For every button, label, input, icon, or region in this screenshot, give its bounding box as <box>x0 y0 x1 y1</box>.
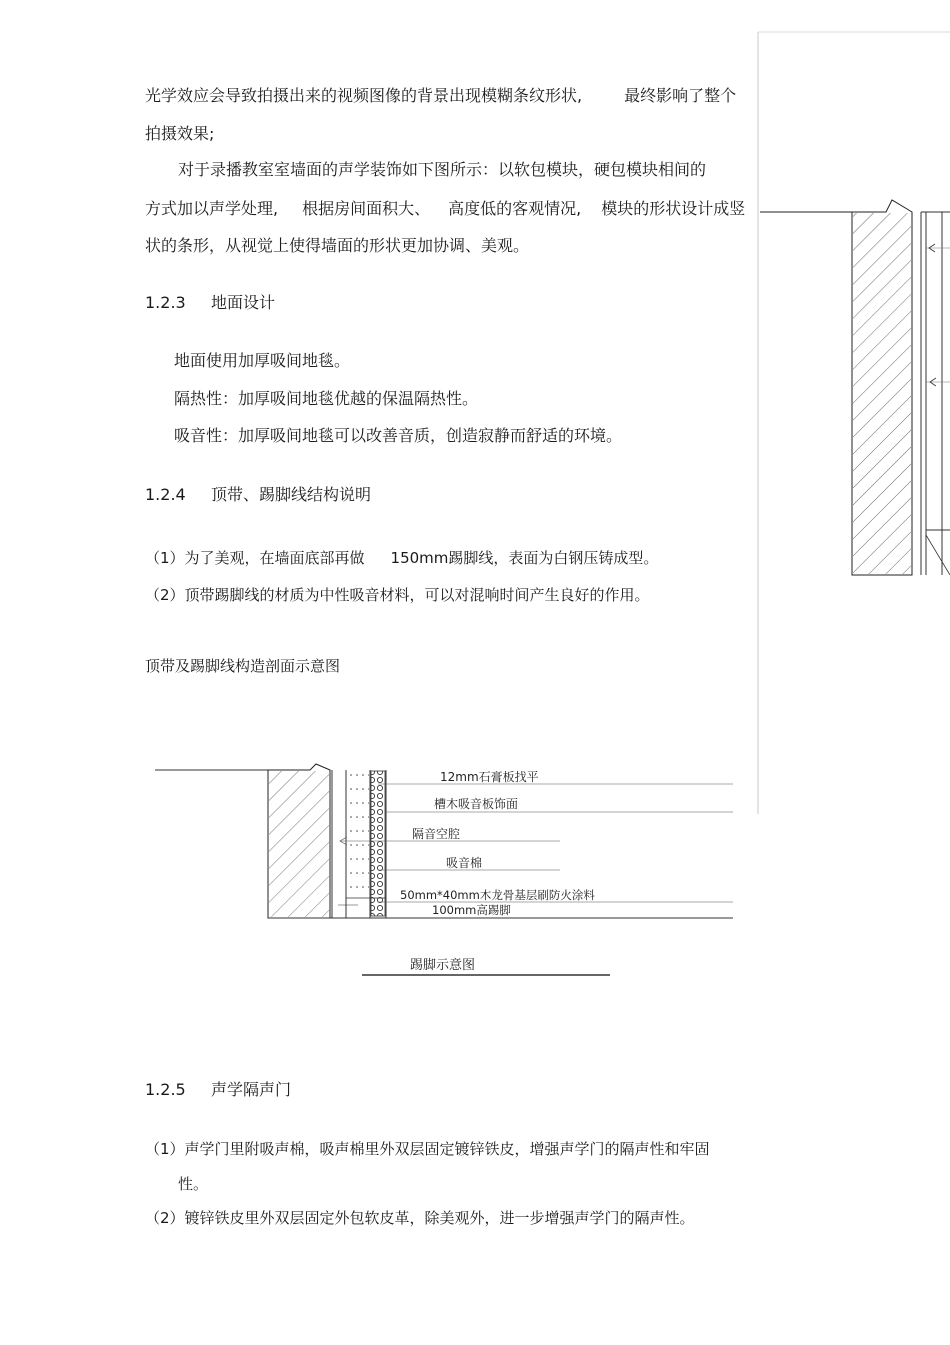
section-number: 1.2.3 <box>145 293 186 312</box>
paragraph-2-line-2b: 根据房间面积大、 <box>302 199 431 218</box>
door-item-2: （2）镀锌铁皮里外双层固定外包软皮革，除美观外，进一步增强声学门的隔声性。 <box>145 1209 695 1227</box>
figure-caption: 顶带及踢脚线构造剖面示意图 <box>145 657 341 675</box>
paragraph-2-line-2a: 方式加以声学处理, <box>145 199 279 218</box>
door-item-1-line-2: 性。 <box>178 1175 209 1193</box>
paragraph-1-line-1b: 最终影响了整个 <box>624 86 737 105</box>
paragraph-1-line-1a: 光学效应会导致拍摄出来的视频图像的背景出现模糊条纹形状, <box>145 86 583 105</box>
diagram-title: 踢脚示意图 <box>410 958 476 973</box>
skirting-item-1b: 150mm <box>390 549 449 567</box>
section-number: 1.2.4 <box>145 485 186 504</box>
label-cavity: 隔音空腔 <box>412 827 461 841</box>
skirting-item-2: （2）顶带踢脚线的材质为中性吸音材料，可以对混响时间产生良好的作用。 <box>145 586 650 604</box>
floor-line-3: 吸音性：加厚吸间地毯可以改善音质，创造寂静而舒适的环境。 <box>174 426 623 445</box>
label-keel: 50mm*40mm木龙骨基层刷防火涂料 <box>400 888 595 902</box>
door-item-1-line-1: （1）声学门里附吸声棉，吸声棉里外双层固定镀锌铁皮，增强声学门的隔声性和牢固 <box>145 1140 710 1158</box>
floor-line-1: 地面使用加厚吸间地毯。 <box>174 351 351 370</box>
label-gypsum: 12mm石膏板找平 <box>440 770 539 784</box>
section-title: 地面设计 <box>211 293 276 312</box>
paragraph-1-line-2: 拍摄效果; <box>145 124 215 143</box>
label-wood-panel: 槽木吸音板饰面 <box>434 797 519 811</box>
paragraph-2-line-3: 状的条形，从视觉上使得墙面的形状更加协调、美观。 <box>145 236 530 255</box>
label-skirting: 100mm高踢脚 <box>432 903 511 917</box>
section-title: 顶带、踢脚线结构说明 <box>211 485 372 504</box>
paragraph-2-line-2c: 高度低的客观情况, <box>448 199 582 218</box>
section-number: 1.2.5 <box>145 1080 186 1099</box>
label-absorber: 吸音棉 <box>446 856 483 870</box>
skirting-item-1c: 踢脚线，表面为白钢压铸成型。 <box>448 549 659 567</box>
section-heading-1-2-5 <box>145 1080 291 1100</box>
paragraph-2-line-1: 对于录播教室室墙面的声学装饰如下图所示：以软包模块，硬包模块相间的 <box>178 160 707 179</box>
paragraph-2-line-2d: 模块的形状设计成竖 <box>601 199 746 218</box>
section-title: 声学隔声门 <box>211 1080 292 1099</box>
floor-line-2: 隔热性：加厚吸间地毯优越的保温隔热性。 <box>174 389 479 408</box>
skirting-item-1a: （1）为了美观，在墙面底部再做 <box>145 549 365 567</box>
